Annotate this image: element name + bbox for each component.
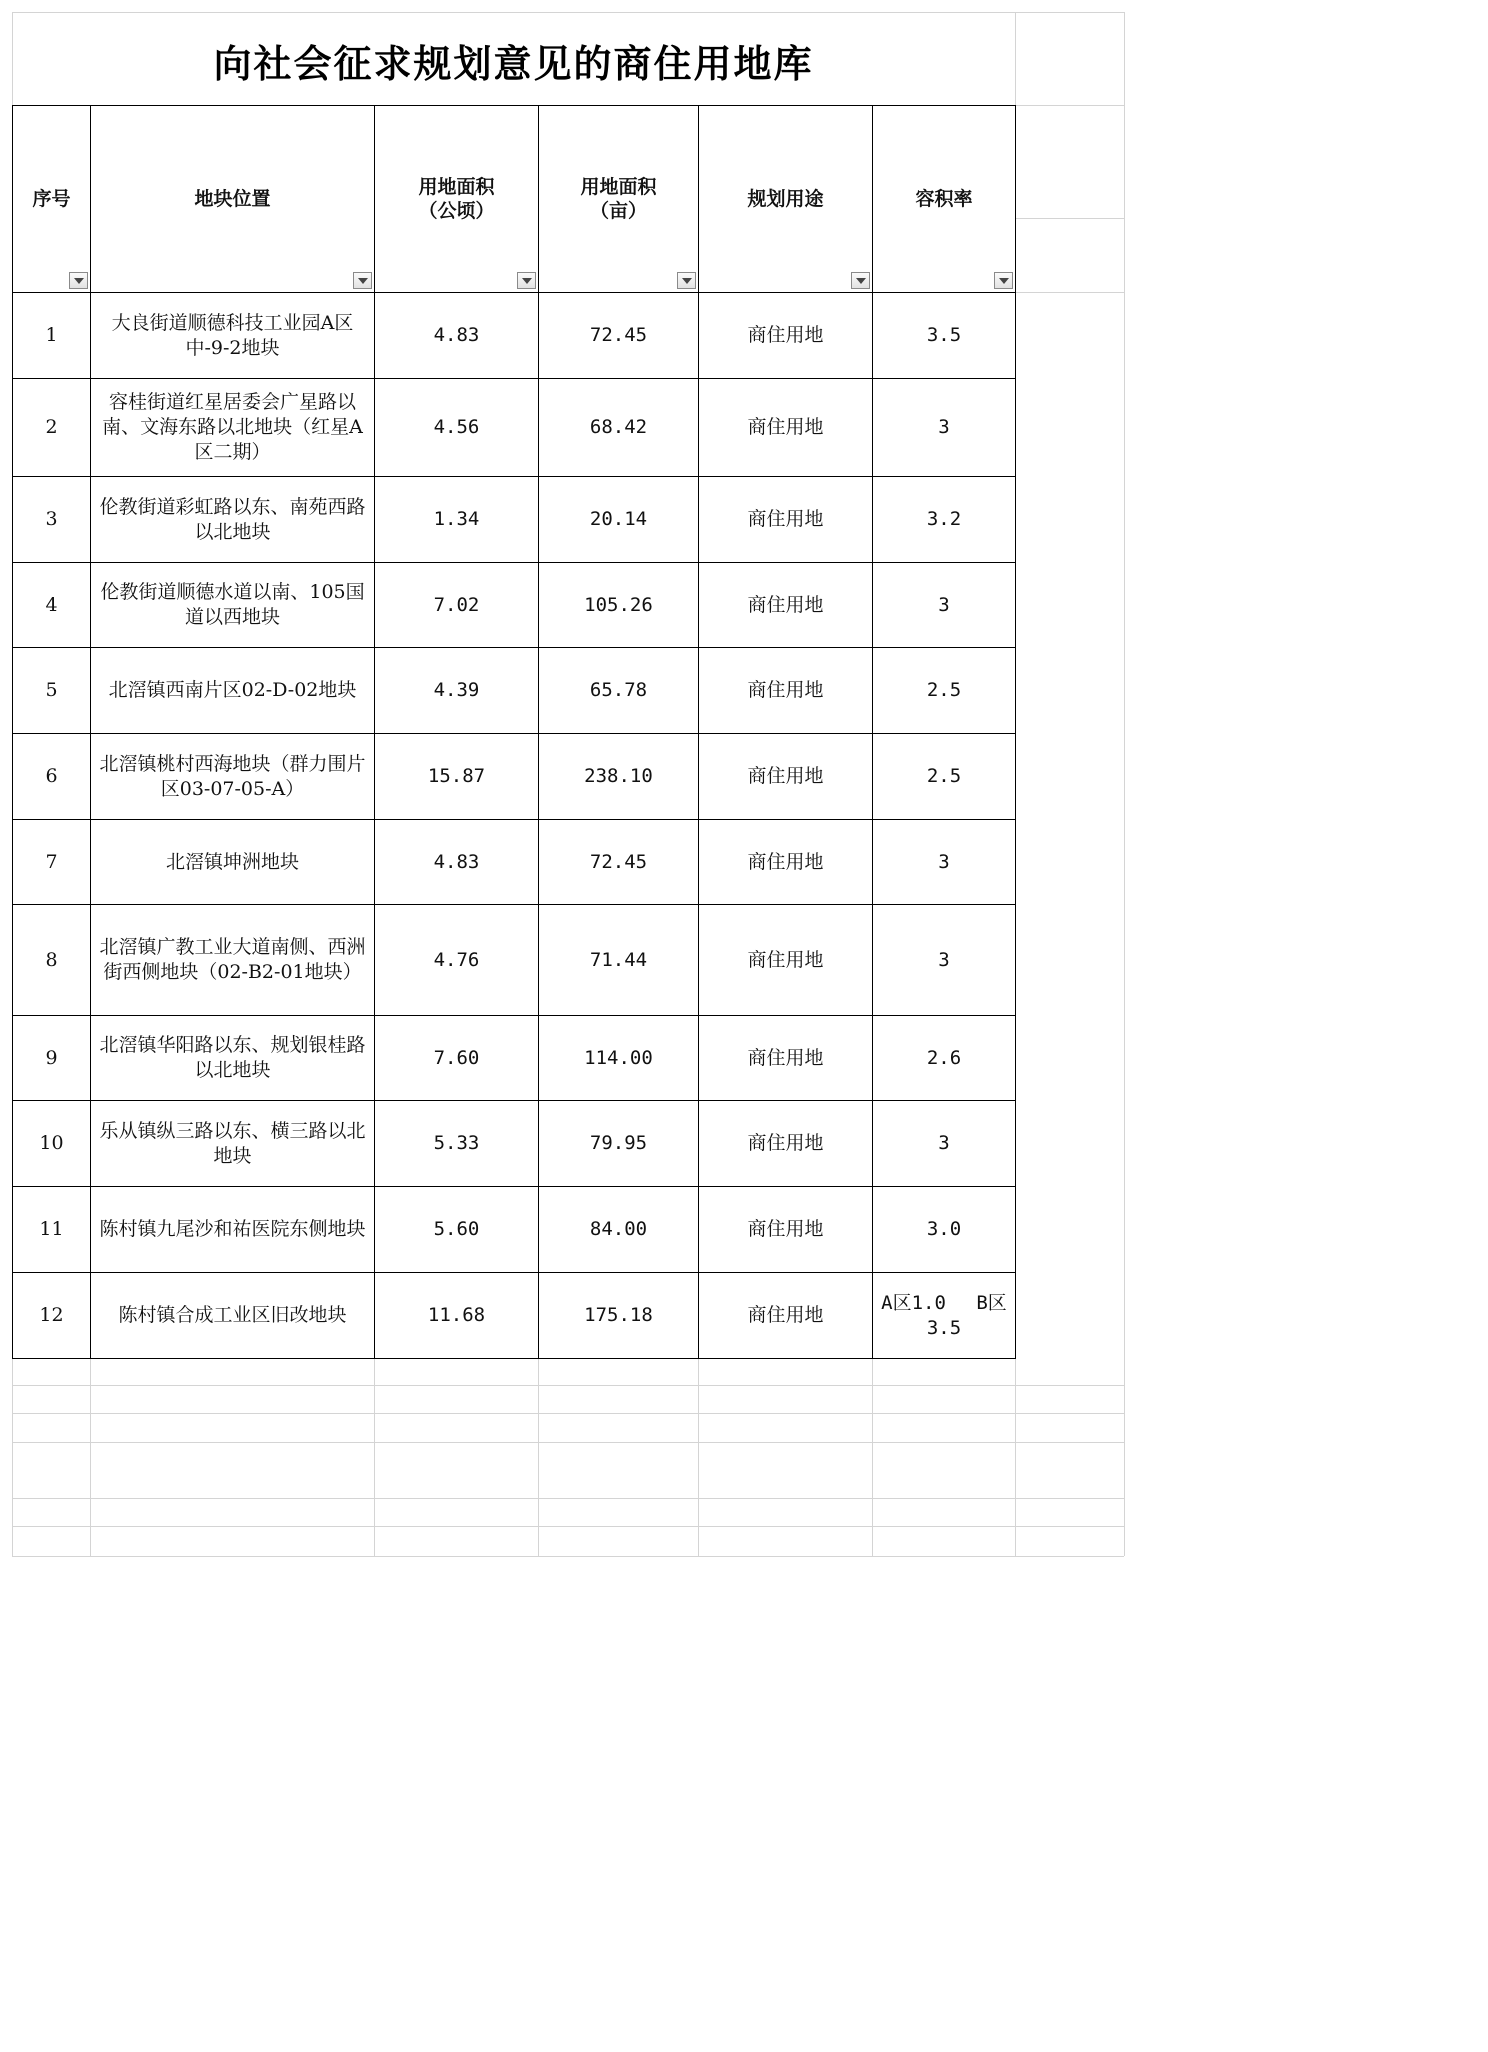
document-title: 向社会征求规划意见的商住用地库	[213, 41, 814, 86]
filter-dropdown-icon[interactable]	[851, 272, 870, 289]
table-row	[13, 563, 1016, 648]
cell-use: 商住用地	[699, 648, 873, 734]
cell-hectares: 4.83	[375, 293, 539, 379]
cell-use: 商住用地	[699, 1273, 873, 1359]
cell-use: 商住用地	[699, 1016, 873, 1101]
cell-no: 11	[13, 1187, 91, 1273]
column-header-label: 序号	[32, 188, 71, 210]
cell-location: 大良街道顺德科技工业园A区中-9-2地块	[91, 293, 375, 379]
table-row	[13, 477, 1016, 563]
cell-far: 3	[873, 1101, 1016, 1187]
cell-no: 4	[13, 563, 91, 648]
table-row	[13, 1273, 1016, 1359]
cell-hectares: 7.02	[375, 563, 539, 648]
gridline	[1015, 218, 1124, 219]
cell-use: 商住用地	[699, 734, 873, 820]
cell-location: 乐从镇纵三路以东、横三路以北地块	[91, 1101, 375, 1187]
column-header-unit: （公顷）	[418, 200, 495, 222]
column-header-mu	[539, 106, 699, 293]
column-header-label: 地块位置	[194, 188, 271, 210]
cell-use: 商住用地	[699, 820, 873, 905]
gridline	[12, 1498, 1124, 1499]
cell-mu: 79.95	[539, 1101, 699, 1187]
gridline	[12, 1385, 1124, 1386]
cell-no: 6	[13, 734, 91, 820]
cell-mu: 71.44	[539, 905, 699, 1016]
cell-use: 商住用地	[699, 563, 873, 648]
table-row	[13, 1101, 1016, 1187]
cell-location: 北滘镇广教工业大道南侧、西洲街西侧地块（02-B2-01地块）	[91, 905, 375, 1016]
cell-location: 北滘镇华阳路以东、规划银桂路以北地块	[91, 1016, 375, 1101]
gridline	[1015, 105, 1124, 106]
cell-location: 陈村镇合成工业区旧改地块	[91, 1273, 375, 1359]
column-header-label: 容积率	[915, 188, 973, 210]
cell-location: 伦教街道彩虹路以东、南苑西路以北地块	[91, 477, 375, 563]
gridline	[12, 1556, 1124, 1557]
cell-location: 北滘镇坤洲地块	[91, 820, 375, 905]
cell-location: 北滘镇桃村西海地块（群力围片区03-07-05-A）	[91, 734, 375, 820]
gridline	[1124, 12, 1125, 1556]
cell-use: 商住用地	[699, 477, 873, 563]
cell-no: 1	[13, 293, 91, 379]
cell-use: 商住用地	[699, 1101, 873, 1187]
column-header-label: 规划用途	[747, 188, 824, 210]
filter-dropdown-icon[interactable]	[69, 272, 88, 289]
cell-far: 3	[873, 379, 1016, 477]
cell-mu: 114.00	[539, 1016, 699, 1101]
cell-hectares: 5.33	[375, 1101, 539, 1187]
cell-far: 3	[873, 820, 1016, 905]
cell-no: 7	[13, 820, 91, 905]
cell-mu: 175.18	[539, 1273, 699, 1359]
table-row	[13, 293, 1016, 379]
cell-mu: 72.45	[539, 820, 699, 905]
gridline	[12, 1526, 1124, 1527]
cell-mu: 72.45	[539, 293, 699, 379]
cell-far: 3.2	[873, 477, 1016, 563]
cell-no: 10	[13, 1101, 91, 1187]
cell-no: 9	[13, 1016, 91, 1101]
cell-hectares: 4.56	[375, 379, 539, 477]
cell-no: 2	[13, 379, 91, 477]
cell-far: A区1.0 B区3.5	[873, 1273, 1016, 1359]
cell-use: 商住用地	[699, 1187, 873, 1273]
table-header-row	[13, 106, 1016, 293]
column-header-unit: （亩）	[589, 200, 647, 222]
table-row	[13, 1187, 1016, 1273]
table-row	[13, 1016, 1016, 1101]
cell-hectares: 4.39	[375, 648, 539, 734]
cell-far: 3	[873, 905, 1016, 1016]
cell-no: 12	[13, 1273, 91, 1359]
cell-hectares: 4.76	[375, 905, 539, 1016]
column-header-use	[699, 106, 873, 293]
filter-dropdown-icon[interactable]	[517, 272, 536, 289]
cell-no: 3	[13, 477, 91, 563]
gridline	[12, 1442, 1124, 1443]
cell-hectares: 4.83	[375, 820, 539, 905]
cell-hectares: 15.87	[375, 734, 539, 820]
table-row	[13, 734, 1016, 820]
cell-mu: 65.78	[539, 648, 699, 734]
cell-location: 伦教街道顺德水道以南、105国道以西地块	[91, 563, 375, 648]
cell-hectares: 1.34	[375, 477, 539, 563]
cell-hectares: 11.68	[375, 1273, 539, 1359]
cell-far: 3.5	[873, 293, 1016, 379]
cell-mu: 84.00	[539, 1187, 699, 1273]
land-table	[12, 105, 1016, 1359]
cell-hectares: 5.60	[375, 1187, 539, 1273]
table-row	[13, 820, 1016, 905]
cell-far: 2.5	[873, 648, 1016, 734]
cell-mu: 105.26	[539, 563, 699, 648]
column-header-hectares	[375, 106, 539, 293]
column-header-label: 用地面积	[418, 176, 495, 198]
cell-location: 容桂街道红星居委会广星路以南、文海东路以北地块（红星A区二期）	[91, 379, 375, 477]
cell-no: 8	[13, 905, 91, 1016]
column-header-location	[91, 106, 375, 293]
gridline	[12, 12, 1124, 13]
filter-dropdown-icon[interactable]	[353, 272, 372, 289]
filter-dropdown-icon[interactable]	[994, 272, 1013, 289]
cell-mu: 68.42	[539, 379, 699, 477]
cell-hectares: 7.60	[375, 1016, 539, 1101]
cell-use: 商住用地	[699, 293, 873, 379]
cell-far: 2.6	[873, 1016, 1016, 1101]
gridline	[1015, 292, 1124, 293]
cell-far: 3	[873, 563, 1016, 648]
cell-location: 北滘镇西南片区02-D-02地块	[91, 648, 375, 734]
table-row	[13, 648, 1016, 734]
gridline	[12, 1413, 1124, 1414]
table-row	[13, 905, 1016, 1016]
cell-mu: 20.14	[539, 477, 699, 563]
column-header-no	[13, 106, 91, 293]
cell-far: 2.5	[873, 734, 1016, 820]
table-row	[13, 379, 1016, 477]
cell-no: 5	[13, 648, 91, 734]
cell-use: 商住用地	[699, 379, 873, 477]
cell-far: 3.0	[873, 1187, 1016, 1273]
column-header-far	[873, 106, 1016, 293]
cell-use: 商住用地	[699, 905, 873, 1016]
filter-dropdown-icon[interactable]	[677, 272, 696, 289]
column-header-label: 用地面积	[580, 176, 657, 198]
cell-location: 陈村镇九尾沙和祐医院东侧地块	[91, 1187, 375, 1273]
cell-mu: 238.10	[539, 734, 699, 820]
